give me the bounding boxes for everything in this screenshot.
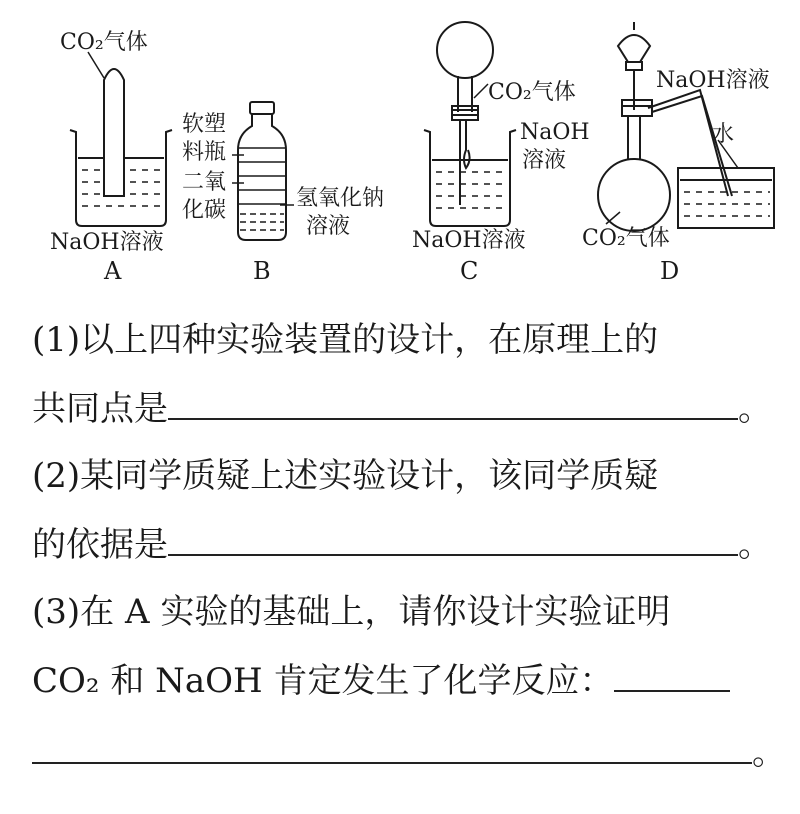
b-bottle-label-2: 料瓶 — [182, 140, 227, 165]
question-2-line-2 — [32, 524, 782, 565]
a-gas-label: CO₂气体 — [60, 30, 148, 55]
period-3: 。 — [752, 733, 786, 773]
d-gas-label: CO₂气体 — [582, 226, 670, 251]
question-3-line-3 — [32, 732, 786, 773]
b-gas-label-2: 化碳 — [182, 198, 227, 223]
b-gas-label-1: 二氧 — [182, 170, 227, 195]
b-solution-label-2: 溶液 — [306, 214, 351, 239]
c-letter: C — [460, 257, 479, 285]
question-2-prompt: 的依据是 — [32, 525, 168, 565]
a-letter: A — [104, 257, 122, 285]
question-1-prompt: 共同点是 — [32, 389, 168, 429]
apparatus-a — [70, 52, 172, 226]
b-solution-label-1: 氢氧化钠 — [296, 186, 385, 211]
a-solution-label: NaOH溶液 — [50, 230, 164, 255]
d-funnel-label: NaOH溶液 — [656, 68, 770, 93]
apparatus-c — [424, 22, 516, 226]
apparatus-figure — [0, 0, 800, 300]
c-sol-label-1: NaOH — [520, 120, 590, 145]
d-water-label: 水 — [712, 122, 735, 147]
period-2: 。 — [738, 525, 772, 565]
apparatus-b — [232, 102, 294, 240]
question-1-line-1: (1)以上四种实验装置的设计，在原理上的 — [32, 320, 659, 360]
question-1-line-2 — [32, 388, 782, 429]
b-bottle-label-1: 软塑 — [182, 112, 227, 137]
d-letter: D — [660, 257, 680, 285]
question-3-prompt: CO₂ 和 NaOH 肯定发生了化学反应： — [32, 661, 614, 701]
question-3-line-1: (3)在 A 实验的基础上，请你设计实验证明 — [32, 592, 671, 632]
answer-blank-1[interactable] — [168, 388, 738, 420]
answer-blank-2[interactable] — [168, 524, 738, 556]
c-gas-label: CO₂气体 — [488, 80, 576, 105]
question-3-line-2 — [32, 660, 782, 701]
b-letter: B — [253, 257, 271, 285]
answer-blank-3b[interactable] — [32, 732, 752, 764]
apparatus-d — [598, 22, 774, 231]
c-bottom-label: NaOH溶液 — [412, 228, 526, 253]
answer-blank-3a[interactable] — [614, 660, 730, 692]
question-2-line-1: (2)某同学质疑上述实验设计，该同学质疑 — [32, 456, 659, 496]
c-sol-label-2: 溶液 — [522, 148, 567, 173]
period-1: 。 — [738, 389, 772, 429]
